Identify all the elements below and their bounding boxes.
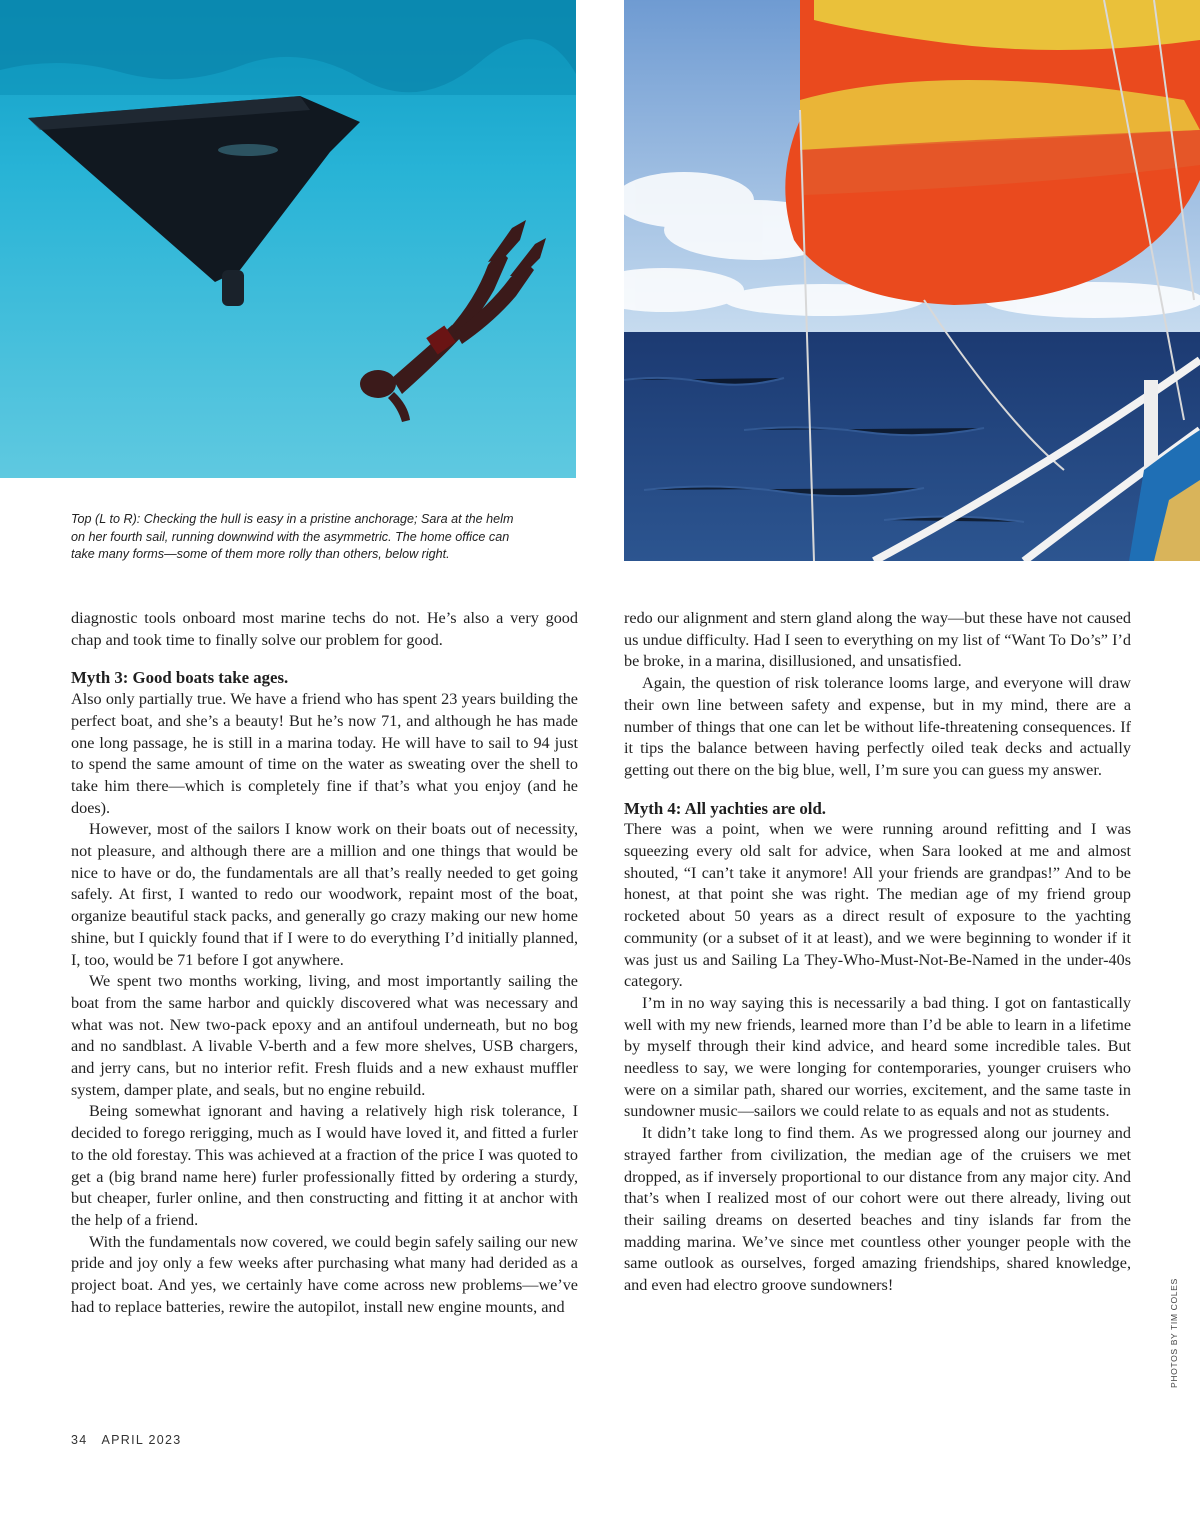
body-paragraph: redo our alignment and stern gland along the way—but these have not caused us undue difficulty. Had I seen to everything on my list of “Want To Do’s” I’d be broke, in a marina, disillusioned, and unsatisfied. xyxy=(624,609,1131,671)
photo-caption xyxy=(71,511,581,564)
section-heading-myth-3: Myth 3: Good boats take ages. xyxy=(71,668,289,688)
page-footer xyxy=(71,1433,195,1447)
caption-line: on her fourth sail, running downwind with the asymmetric. The home office can xyxy=(71,529,510,544)
right-text-column xyxy=(624,608,1131,1297)
caption-line: take many forms—some of them more rolly than others, below right. xyxy=(71,547,450,562)
body-paragraph: With the fundamentals now covered, we could begin safely sailing our new pride and joy only a few weeks after purchasing what many had derided as a project boat. And yes, we certainly have come across new problems—we’ve had to replace batteries, rewire the autopilot, install new engine mounts, and xyxy=(71,1232,578,1316)
photo-hull-check xyxy=(0,0,576,478)
body-paragraph: It didn’t take long to find them. As we progressed along our journey and strayed farther from civilization, the median age of the cruisers we met dropped, as if inversely proportional to our distance from any major city. And that’s when I realized most of our cohort were out there already, living out their sailing dreams on deserted beaches and tiny islands far from the madding marina. We’ve since met countless other younger people with the same outlook as ourselves, forged amazing friendships, shared knowledge, and even had electro groove sundowners! xyxy=(624,1124,1131,1295)
body-paragraph: Also only partially true. We have a friend who has spent 23 years building the perfect boat, and she’s a beauty! But he’s now 71, and although he has made one long passage, he is still in a marina today. He will have to sail to 94 just to spend the same amount of time on the water as sweating over the shell to take him there—which is completely fine if that’s what you enjoy (and he does). xyxy=(71,690,578,817)
issue-date: APRIL 2023 xyxy=(101,1433,182,1447)
page-number: 34 xyxy=(71,1433,88,1447)
body-paragraph: diagnostic tools onboard most marine techs do not. He’s also a very good chap and took time to finally solve our problem for good. xyxy=(71,609,578,649)
section-heading-myth-4: Myth 4: All yachties are old. xyxy=(624,798,826,818)
caption-line: Top (L to R): Checking the hull is easy in a pristine anchorage; Sara at the helm xyxy=(71,512,514,526)
body-paragraph: Being somewhat ignorant and having a relatively high risk tolerance, I decided to forego rerigging, much as I would have loved it, and fitted a furler to the old forestay. This was achieved at a fraction of the price I was quoted to get a (big brand name here) furler professionally fitted by ordering a sturdy, but cheaper, furler online, and then constructing and fitting it at anchor with the help of a friend. xyxy=(71,1102,578,1229)
underwater-swimmer-hull-photo-icon xyxy=(0,0,576,478)
left-text-column xyxy=(71,608,578,1319)
body-paragraph: I’m in no way saying this is necessarily a bad thing. I got on fantastically well with my new friends, learned more than I’d be able to learn in a lifetime by myself through their kind advice, and heard some incredible tales. But needless to say, we were longing for contemporaries, younger cruisers who were on a similar path, shared our worries, excitement, and the same taste in sundowner music—sailors we could relate to as equals and not as students. xyxy=(624,993,1131,1121)
body-paragraph: Again, the question of risk tolerance looms large, and everyone will draw their own line between safety and expense, but in my mind, there are a number of things that one can let be without life-threatening consequences. If it tips the balance between having perfectly oiled teak decks and actually getting out there on the big blue, well, I’m sure you can guess my answer. xyxy=(624,674,1131,779)
photo-spinnaker xyxy=(624,0,1200,561)
body-paragraph: There was a point, when we were running around refitting and I was squeezing every old salt for advice, when Sara looked at me and almost shouted, “I can’t take it anymore! All your friends are grandpas!” And to be honest, at that point she was right. The median age of my friend group rocketed about 50 years as a direct result of exposure to the yachting community (or a subset of it at least), and we were beginning to wonder if it was just us and Sailing La They-Who-Must-Not-Be-Named in the under-40s category. xyxy=(624,820,1131,991)
photo-credit: PHOTOS BY TIM COLES xyxy=(1169,1278,1179,1388)
body-paragraph: We spent two months working, living, and most importantly sailing the boat from the same harbor and quickly discovered what was necessary and what was not. New two-pack epoxy and an antifoul underneath, but no bog and no sandblast. A livable V-berth and a few more shelves, USB chargers, and jerry cans, but no interior refit. Fresh fluids and a new exhaust muffler system, damper plate, and seals, but no engine rebuild. xyxy=(71,972,578,1099)
body-paragraph: However, most of the sailors I know work on their boats out of necessity, not pleasure, and although there are a million and one things that would be nice to have or do, the fundamentals are all that’s really needed to get going safely. At first, I wanted to redo our woodwork, repaint most of the boat, organize beautiful stack packs, and generally go crazy making our new home shine, but I quickly found that if I were to do everything I’d initially planned, I, too, would be 71 before I got anywhere. xyxy=(71,820,578,969)
spinnaker-ocean-photo-icon xyxy=(624,0,1200,561)
